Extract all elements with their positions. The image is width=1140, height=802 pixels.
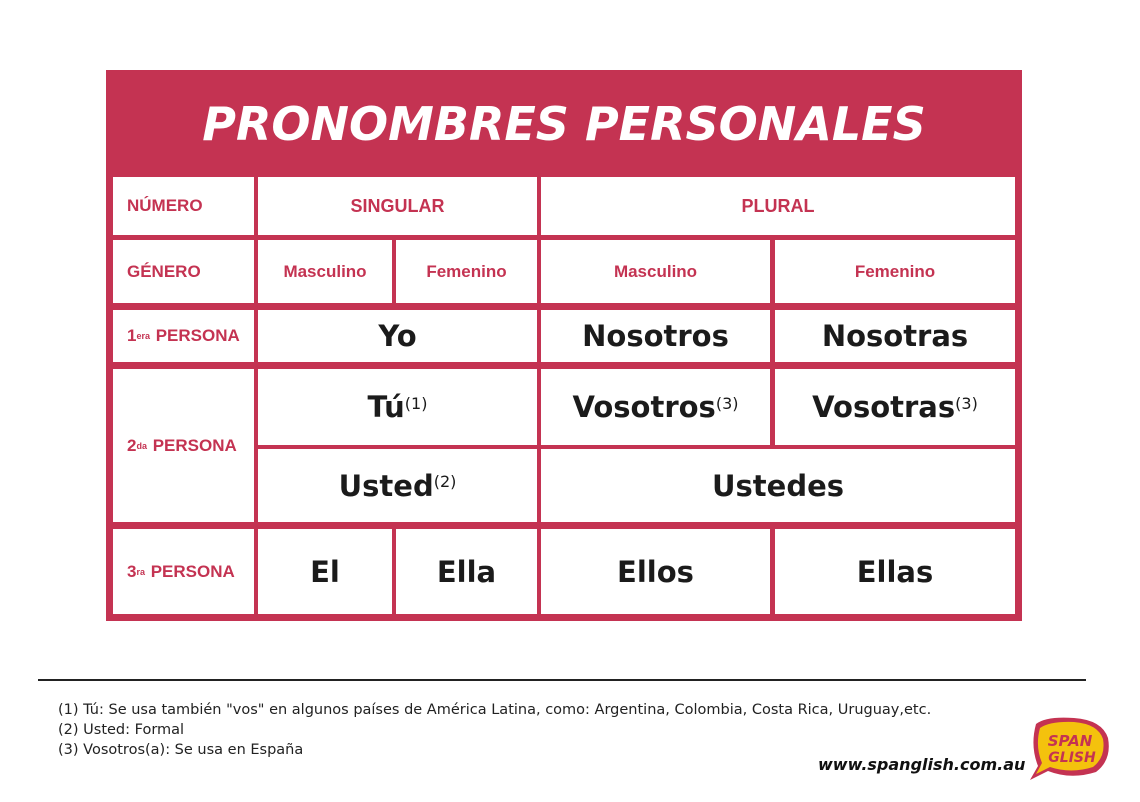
- label-tercera-persona: 3 ra PERSONA: [113, 529, 254, 614]
- label-primera-persona: 1 era PERSONA: [113, 310, 254, 362]
- header-singular: SINGULAR: [258, 177, 537, 235]
- spanglish-logo: [1026, 716, 1112, 782]
- pronoun-vosotros: Vosotros $^{(3)}$: [541, 369, 770, 445]
- logo-text-glish: GLISH: [1048, 750, 1096, 766]
- header-plural-femenino: Femenino: [775, 240, 1015, 303]
- pronoun-ella: Ella: [396, 529, 537, 614]
- header-singular-femenino: Femenino: [396, 240, 537, 303]
- pronoun-yo: Yo: [258, 310, 537, 362]
- pronoun-ellos: Ellos: [541, 529, 770, 614]
- label-segunda-persona: 2 da PERSONA: [113, 369, 254, 522]
- pronoun-nosotras: Nosotras: [775, 310, 1015, 362]
- pronoun-tu: Tú $^{(1)}$: [258, 369, 537, 445]
- pronoun-vosotras: Vosotras $^{(3)}$: [775, 369, 1015, 445]
- label-genero: GÉNERO: [113, 240, 254, 303]
- website-link[interactable]: www.spanglish.com.au: [818, 755, 1026, 774]
- pronoun-el: El: [258, 529, 392, 614]
- label-numero: NÚMERO: [113, 177, 254, 235]
- footnotes: [58, 700, 931, 760]
- footnote-3: (3) Vosotros(a): Se usa en España: [58, 742, 304, 758]
- logo-text-span: SPAN: [1047, 732, 1093, 750]
- footnote-1: (1) Tú: Se usa también "vos" en algunos países de América Latina, como: Argentina, Colombia, Costa Rica, Uruguay,etc.: [58, 702, 932, 718]
- page-title: PRONOMBRES PERSONALES: [202, 97, 926, 151]
- pronoun-nosotros: Nosotros: [541, 310, 770, 362]
- header-plural: PLURAL: [541, 177, 1015, 235]
- pronoun-ustedes: Ustedes: [541, 449, 1015, 522]
- pronouns-table-card: [106, 70, 1022, 621]
- header-plural-masculino: Masculino: [541, 240, 770, 303]
- pronoun-usted: Usted $^{(2)}$: [258, 449, 537, 522]
- pronoun-ellas: Ellas: [775, 529, 1015, 614]
- header-singular-masculino: Masculino: [258, 240, 392, 303]
- footnote-2: (2) Usted: Formal: [58, 722, 185, 738]
- divider-line: [38, 679, 1086, 681]
